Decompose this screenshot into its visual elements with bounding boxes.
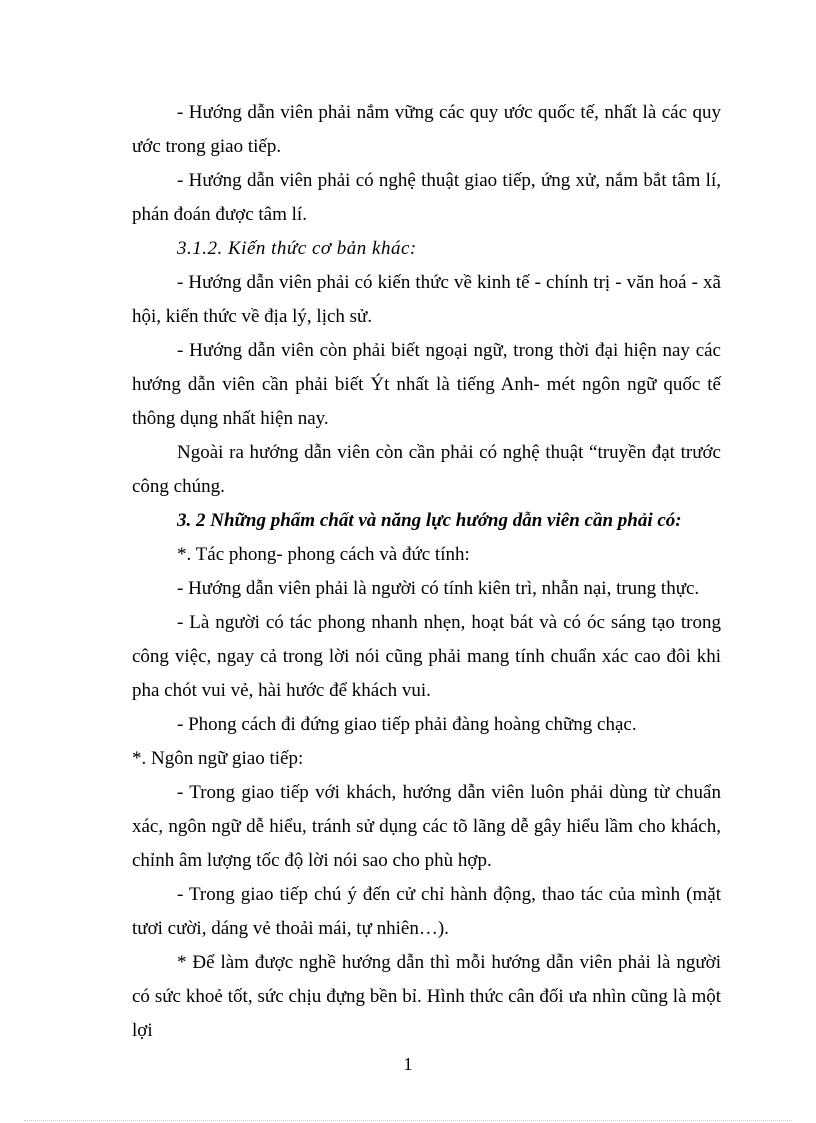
paragraph-8: - Phong cách đi đứng giao tiếp phải đàng hoàng chững chạc. [177,714,637,735]
paragraph-10: - Trong giao tiếp chú ý đến cử chỉ hành động, thao tác của mình (mặt tươi cười, dáng vẻ thoải mái, tự nhiên…). [132,884,721,939]
paragraph-7: - Là người có tác phong nhanh nhẹn, hoạt bát và có óc sáng tạo trong công việc, ngay cả trong lời nói cũng phải mang tính chuẩn xác cao đôi khi pha chót vui vẻ, hài hước để khách vui. [132,612,721,701]
subheading-ngon-ngu: *. Ngôn ngữ giao tiếp: [132,748,304,769]
section-heading-3-1-2: 3.1.2. Kiến thức cơ bản khác: [177,238,417,259]
body-text [132,96,721,1048]
paragraph-11: * Để làm được nghề hướng dẫn thì mỗi hướng dẫn viên phải là người có sức khoẻ tốt, sức chịu đựng bền bỉ. Hình thức cân đối ưa nhìn cũng là một lợi [132,952,721,1041]
paragraph-1: - Hướng dẫn viên phải nắm vững các quy ước quốc tế, nhất là các quy ước trong giao tiếp. [132,102,721,157]
subheading-tac-phong: *. Tác phong- phong cách và đức tính: [177,544,470,565]
page-number: 1 [403,1054,413,1074]
paragraph-2: - Hướng dẫn viên phải có nghệ thuật giao tiếp, ứng xử, nắm bắt tâm lí, phán đoán được tâm lí. [132,170,721,225]
paragraph-6: - Hướng dẫn viên phải là người có tính kiên trì, nhẫn nại, trung thực. [177,578,700,599]
paragraph-5: Ngoài ra hướng dẫn viên còn cần phải có nghệ thuật “truyền đạt trước công chúng. [132,442,721,497]
paragraph-3: - Hướng dẫn viên phải có kiến thức về kinh tế - chính trị - văn hoá - xã hội, kiến thức về địa lý, lịch sử. [132,272,721,327]
page-bottom-divider [24,1120,792,1121]
paragraph-9: - Trong giao tiếp với khách, hướng dẫn viên luôn phải dùng từ chuẩn xác, ngôn ngữ dễ hiểu, tránh sử dụng các tõ lãng dễ gây hiểu lầm cho khách, chỉnh âm lượng tốc độ lời nói sao cho phù hợp. [132,782,721,871]
paragraph-4: - Hướng dẫn viên còn phải biết ngoại ngữ, trong thời đại hiện nay các hướng dẫn viên cần phải biết Ýt nhất là tiếng Anh- mét ngôn ngữ quốc tế thông dụng nhất hiện nay. [132,340,721,429]
section-heading-3-2: 3. 2 Những phẩm chất và năng lực hướng dẫn viên cần phải có: [177,510,682,531]
